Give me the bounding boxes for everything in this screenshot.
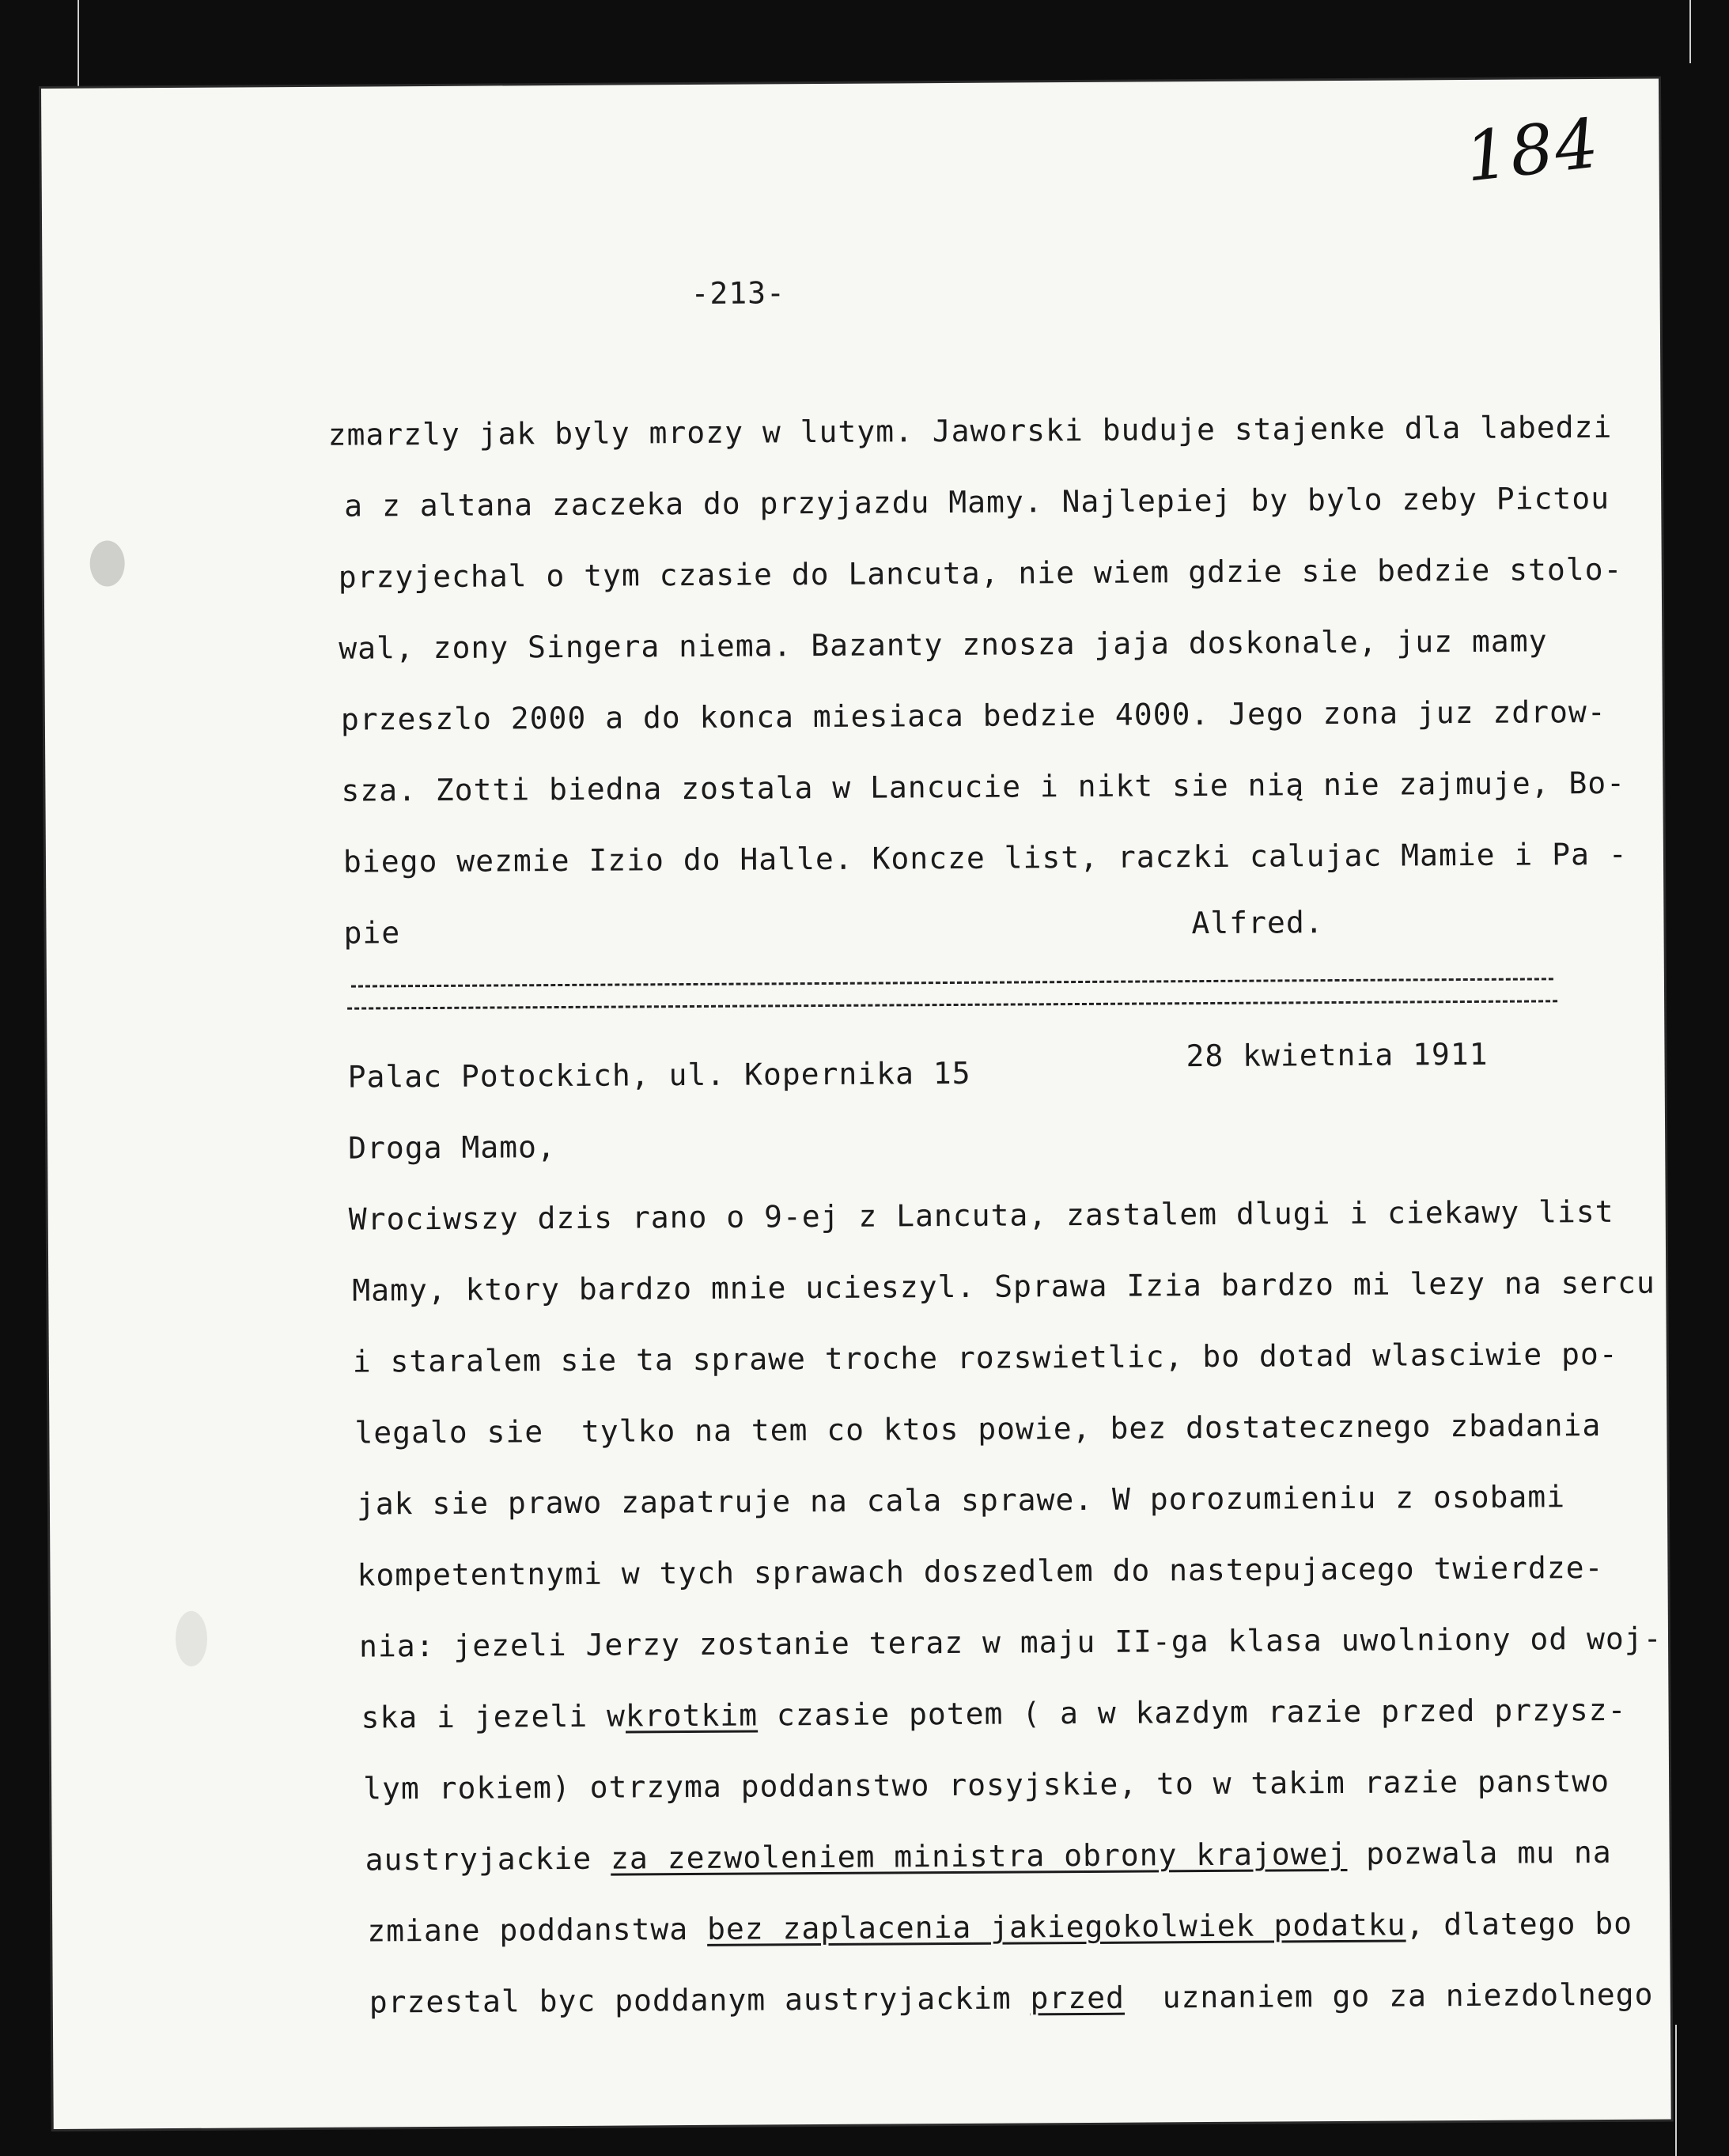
- text-segment: przestal byc poddanym austryjackim: [369, 1980, 1031, 2020]
- letter-1-body: [43, 392, 1663, 951]
- text-line: a z altana zaczeka do przyjazdu Mamy. Najlepiej by bylo zeby Pictou: [344, 480, 1610, 524]
- letter-date: 28 kwietnia 1911: [1186, 1036, 1489, 1074]
- underlined-text: za zezwoleniem ministra obrony krajowej: [610, 1836, 1348, 1876]
- text-line: biego wezmie Izio do Halle. Koncze list, raczki calujac Mamie i Pa -: [342, 836, 1628, 879]
- salutation: Droga Mamo,: [348, 1129, 556, 1166]
- text-segment: czasie potem ( a w kazdym razie przed przysz-: [757, 1692, 1627, 1733]
- film-edge-mark: [1675, 2025, 1677, 2156]
- text-line: [365, 1835, 1612, 1878]
- text-segment: ska i jezeli w: [361, 1698, 626, 1735]
- separator-line: [351, 978, 1553, 987]
- underlined-text: krotkim: [625, 1697, 759, 1734]
- text-line: przyjechal o tym czasie do Lancuta, nie wiem gdzie sie bedzie stolo-: [338, 551, 1623, 595]
- text-segment: austryjackie: [365, 1840, 611, 1878]
- text-line: jak sie prawo zapatruje na cala sprawe. W porozumieniu z osobami: [356, 1479, 1566, 1522]
- text-line: [367, 1906, 1633, 1949]
- text-line: wal, zony Singera niema. Bazanty znosza jaja doskonale, juz mamy: [339, 623, 1548, 666]
- text-segment: uznaniem go za niezdolnego: [1124, 1976, 1654, 2015]
- punch-hole: [176, 1611, 207, 1666]
- text-line: [369, 1977, 1654, 2020]
- sender-address: Palac Potockich, ul. Kopernika 15: [347, 1055, 971, 1095]
- film-edge-mark: [1689, 0, 1691, 63]
- text-line: i staralem sie ta sprawe troche rozswietlic, bo dotad wlasciwie po-: [352, 1336, 1618, 1379]
- underlined-text: przed: [1030, 1980, 1126, 2016]
- text-segment: zmiane poddanstwa: [367, 1911, 708, 1949]
- film-edge-mark: [78, 0, 79, 87]
- punch-hole: [89, 540, 124, 586]
- archive-number: 184: [1461, 104, 1604, 198]
- signature: Alfred.: [1191, 905, 1324, 941]
- text-line: przeszlo 2000 a do konca miesiaca bedzie 4000. Jego zona juz zdrow-: [340, 694, 1606, 737]
- text-line: legalo sie tylko na tem co ktos powie, bez dostatecznego zbadania: [354, 1407, 1602, 1451]
- document-page: [41, 79, 1671, 2129]
- closing-text: pie: [343, 915, 401, 951]
- text-line: Wrociwszy dzis rano o 9-ej z Lancuta, zastalem dlugi i ciekawy list: [348, 1193, 1614, 1237]
- text-line: nia: jezeli Jerzy zostanie teraz w maju II-ga klasa uwolniony od woj-: [358, 1621, 1663, 1664]
- underlined-text: bez zaplacenia jakiegokolwiek podatku: [706, 1907, 1406, 1946]
- page-number: -213-: [690, 275, 786, 311]
- letter-2: [47, 1018, 1669, 2020]
- text-line: [361, 1693, 1626, 1735]
- separator-line: [347, 1000, 1557, 1009]
- text-line: Mamy, ktory bardzo mnie ucieszyl. Sprawa Izia bardzo mi lezy na sercu: [352, 1265, 1655, 1308]
- text-segment: pozwala mu na: [1347, 1834, 1612, 1871]
- text-line: sza. Zotti biedna zostala w Lancucie i nikt sie nią nie zajmuje, Bo-: [341, 765, 1626, 808]
- text-line: zmarzly jak byly mrozy w lutym. Jaworski buduje stajenke dla labedzi: [327, 409, 1613, 452]
- text-line: kompetentnymi w tych sprawach doszedlem do nastepujacego twierdze-: [357, 1549, 1604, 1593]
- text-segment: , dlatego bo: [1406, 1905, 1633, 1942]
- text-line: lym rokiem) otrzyma poddanstwo rosyjskie, to w takim razie panstwo: [363, 1763, 1610, 1806]
